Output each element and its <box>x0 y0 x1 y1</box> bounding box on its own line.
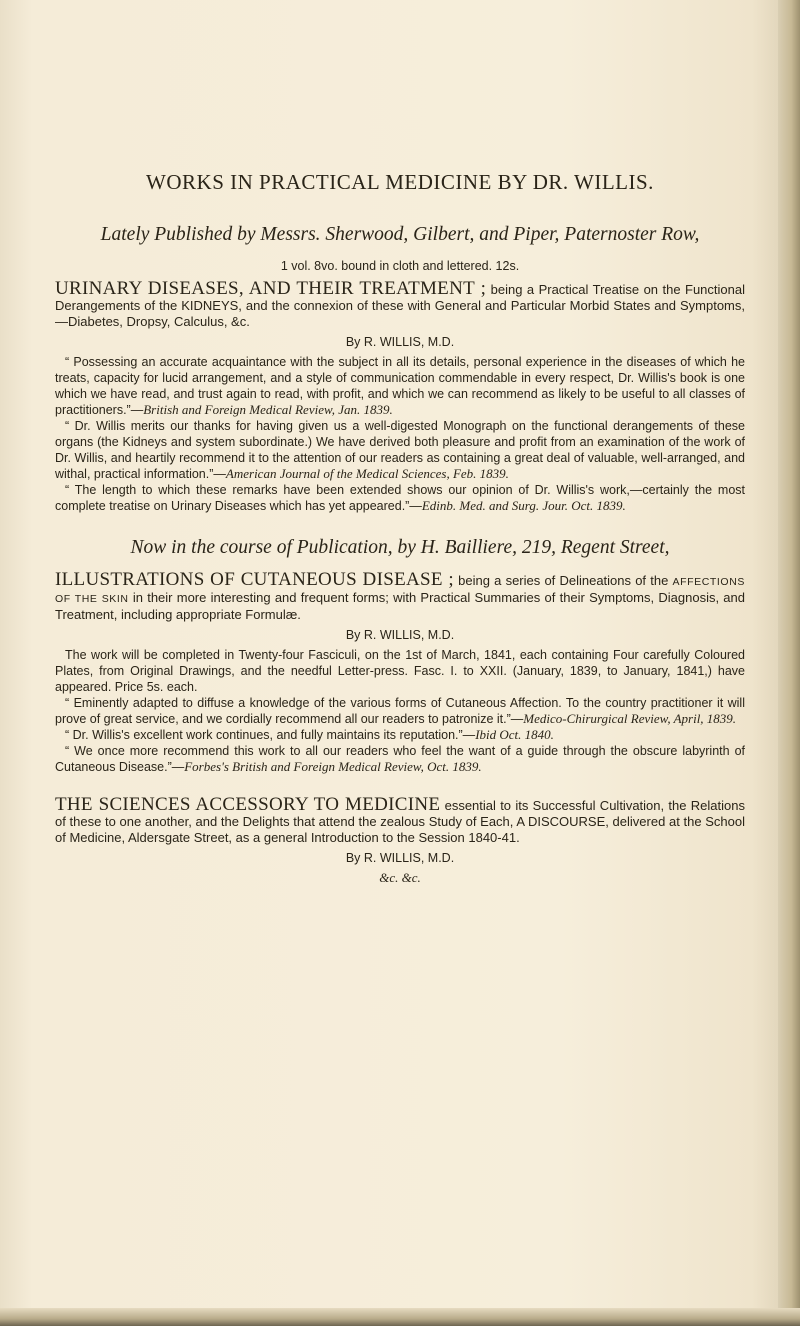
review <box>55 727 745 743</box>
review-source: British and Foreign Medical Review, Jan. 1839. <box>143 402 393 417</box>
publisher-line: Now in the course of Publication, by H. Bailliere, 219, Regent Street, <box>130 537 670 558</box>
author-line: By R. WILLIS, M.D. <box>345 628 455 642</box>
work-title: THE SCIENCES ACCESSORY TO MEDICINE <box>55 794 441 815</box>
publication-details: The work will be completed in Twenty-four Fasciculi, on the 1st of March, 1841, each containing Four carefully Coloured Plates, from Original Drawings, and the needful Letter-press. Fasc. I. to XXII. (January, 1839, to January, 1841,) have appeared. Price 5s. each. <box>55 648 745 694</box>
page-title: WORKS IN PRACTICAL MEDICINE BY DR. WILLIS. <box>146 170 654 194</box>
work-description: being a series of Delineations of the <box>453 573 673 588</box>
work-description: in their more interesting and frequent forms; with Practical Summaries of their Symptoms, Diagnosis, and Treatment, including appropriate Formulæ. <box>55 590 745 622</box>
review <box>55 695 745 727</box>
work-description: essential to its Successful Cultivation, the Relations of these to one another, and the Delights that attend the zealous Study of Each, A DISCOURSE, delivered at the School of Medicine, Aldersgate Street, as a general Introduction to the Session 1840-41. <box>55 798 745 845</box>
work-description: being a Practical Treatise on the Functional Derangements of the KIDNEYS, and the connexion of these with General and Particular Morbid States and Symptoms,—Diabetes, Dropsy, Calculus, &c. <box>55 282 745 329</box>
page-content <box>55 170 745 899</box>
format-note: 1 vol. 8vo. bound in cloth and lettered. 12s. <box>280 259 520 273</box>
work-heading <box>55 278 745 330</box>
section-urinary-diseases <box>55 223 745 514</box>
work-title: URINARY DISEASES, AND THEIR TREATMENT ; <box>55 278 487 299</box>
review-source: Ibid Oct. 1840. <box>475 727 554 742</box>
work-heading <box>55 569 745 623</box>
review-source: Edinb. Med. and Surg. Jour. Oct. 1839. <box>421 498 626 513</box>
publisher-line: Lately Published by Messrs. Sherwood, Gilbert, and Piper, Paternoster Row, <box>100 224 700 245</box>
review-text: “ Dr. Willis's excellent work continues, and fully maintains its reputation.”— <box>65 728 476 742</box>
review-source: Forbes's British and Foreign Medical Review, Oct. 1839. <box>184 759 482 774</box>
work-title: ILLUSTRATIONS OF CUTANEOUS DISEASE ; <box>55 569 454 590</box>
review <box>55 354 745 418</box>
etc-line: &c. &c. <box>379 870 421 885</box>
work-heading <box>55 794 745 846</box>
review <box>55 418 745 482</box>
page-edge-bottom <box>0 1308 800 1326</box>
review <box>55 743 745 775</box>
review-text: “ Dr. Willis merits our thanks for having given us a well-digested Monograph on the functional derangements of these organs (the Kidneys and system subordinate.) We have derived both pleasure and profit from an examination of the work of Dr. Willis, and heartily recommend it to the attention of our readers as containing a great deal of valuable, well-arranged, and withal, practical information.”— <box>55 419 745 481</box>
section-cutaneous-disease <box>55 536 745 775</box>
work-description-smallcaps: AFFECTIONS OF THE SKIN <box>55 576 745 605</box>
review-text: “ Eminently adapted to diffuse a knowledge of the various forms of Cutaneous Affection. To the country practitioner it will prove of great service, and we cordially recommend all our readers to patronize it.”— <box>55 696 745 726</box>
author-line: By R. WILLIS, M.D. <box>345 851 455 865</box>
review-source: American Journal of the Medical Sciences, Feb. 1839. <box>225 466 509 481</box>
author-line: By R. WILLIS, M.D. <box>345 335 455 349</box>
section-sciences-accessory <box>55 794 745 886</box>
review-text: “ The length to which these remarks have been extended shows our opinion of Dr. Willis's work,—certainly the most complete treatise on Urinary Diseases which has yet appeared.”— <box>55 483 745 513</box>
review <box>55 482 745 514</box>
review-source: Medico-Chirurgical Review, April, 1839. <box>523 711 737 726</box>
page-edge-right <box>778 0 800 1326</box>
review-text: “ Possessing an accurate acquaintance with the subject in all its details, personal experience in the diseases of which he treats, capacity for lucid arrangement, and a style of communication commendable in every respect, Dr. Willis's book is one which we have read, and trust again to read, with profit, and which we can recommend as likely to be useful to all classes of practitioners.”— <box>55 355 745 417</box>
review-text: “ We once more recommend this work to all our readers who feel the want of a guide through the obscure labyrinth of Cutaneous Disease.”— <box>55 744 745 774</box>
